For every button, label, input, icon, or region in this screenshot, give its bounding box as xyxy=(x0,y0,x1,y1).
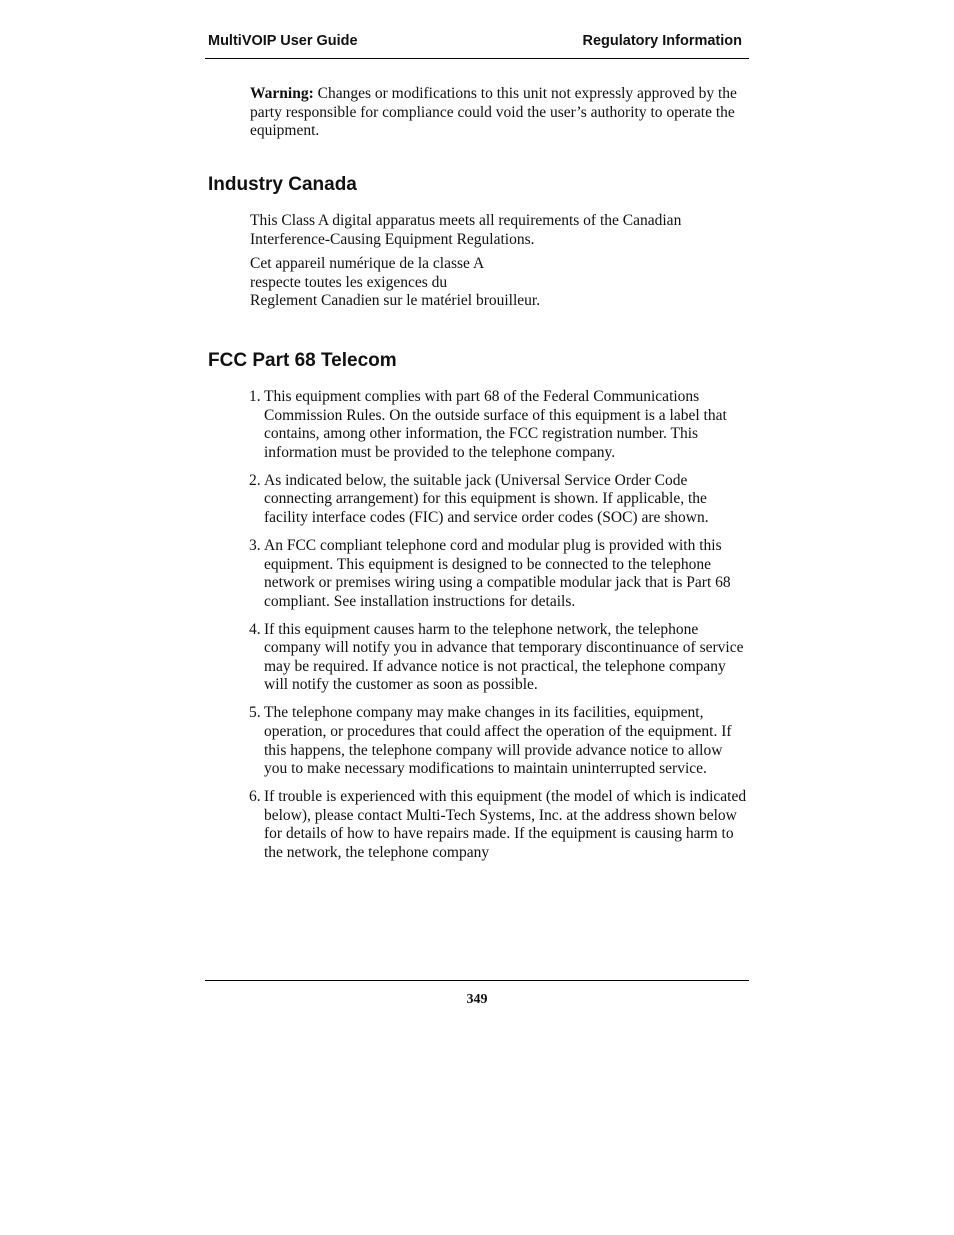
footer-rule xyxy=(205,980,749,981)
fcc-heading: FCC Part 68 Telecom xyxy=(208,350,397,371)
industry-canada-heading: Industry Canada xyxy=(208,174,357,195)
list-item xyxy=(249,704,749,778)
list-item-number: 2. xyxy=(249,471,261,489)
list-item-text: The telephone company may make changes in its facilities, equipment, operation, or procedures that could affect the operation of the equipment. If this happens, the telephone company will provide advance notice to allow you to make necessary modifications to maintain uninterrupted service. xyxy=(264,704,732,778)
warning-paragraph xyxy=(250,85,748,141)
list-item-text: As indicated below, the suitable jack (Universal Service Order Code connecting arrangement) for this equipment is shown. If applicable, the facility interface codes (FIC) and service order codes (SOC) are shown. xyxy=(264,471,709,526)
header-section-title: Regulatory Information xyxy=(582,33,742,49)
list-item xyxy=(249,621,749,695)
list-item-number: 6. xyxy=(249,788,261,806)
list-item xyxy=(249,537,749,611)
list-item-text: This equipment complies with part 68 of the Federal Communications Commission Rules. On the outside surface of this equipment is a label that contains, among other information, the FCC registration number. This information must be provided to the telephone company. xyxy=(264,388,727,461)
french-line: Cet appareil numérique de la classe A xyxy=(250,255,485,272)
french-line: Reglement Canadien sur le matériel brouilleur. xyxy=(250,292,541,310)
list-item-text: An FCC compliant telephone cord and modular plug is provided with this equipment. This equipment is designed to be connected to the telephone network or premises wiring using a compatible modular jack that is Part 68 compliant. See installation instructions for details. xyxy=(264,536,731,610)
industry-canada-english: This Class A digital apparatus meets all requirements of the Canadian Interference-Causing Equipment Regulations. xyxy=(250,212,682,248)
warning-label: Warning: xyxy=(250,85,314,102)
list-item-number: 4. xyxy=(249,620,261,638)
header-rule xyxy=(205,58,749,59)
list-item-text: If trouble is experienced with this equipment (the model of which is indicated below), please contact Multi-Tech Systems, Inc. at the address shown below for details of how to have repairs made. If the equipment is causing harm to the network, the telephone company xyxy=(264,788,747,862)
list-item-number: 1. xyxy=(249,388,261,405)
list-item xyxy=(249,788,749,862)
list-item-number: 3. xyxy=(249,536,261,554)
fcc-list xyxy=(249,388,749,872)
running-header xyxy=(208,33,742,53)
list-item xyxy=(249,472,749,528)
list-item-number: 5. xyxy=(249,704,261,722)
list-item xyxy=(249,388,749,462)
french-line: respecte toutes les exigences du xyxy=(250,273,448,291)
industry-canada-french xyxy=(250,255,748,311)
warning-text: Changes or modifications to this unit not expressly approved by the party responsible for compliance could void the user’s authority to operate the equipment. xyxy=(250,85,737,140)
header-guide-title: MultiVOIP User Guide xyxy=(208,33,358,49)
list-item-text: If this equipment causes harm to the telephone network, the telephone company will notify you in advance that temporary discontinuance of service may be required. If advance notice is not practical, the telephone company will notify the customer as soon as possible. xyxy=(264,620,744,694)
page-number: 349 xyxy=(466,992,488,1007)
